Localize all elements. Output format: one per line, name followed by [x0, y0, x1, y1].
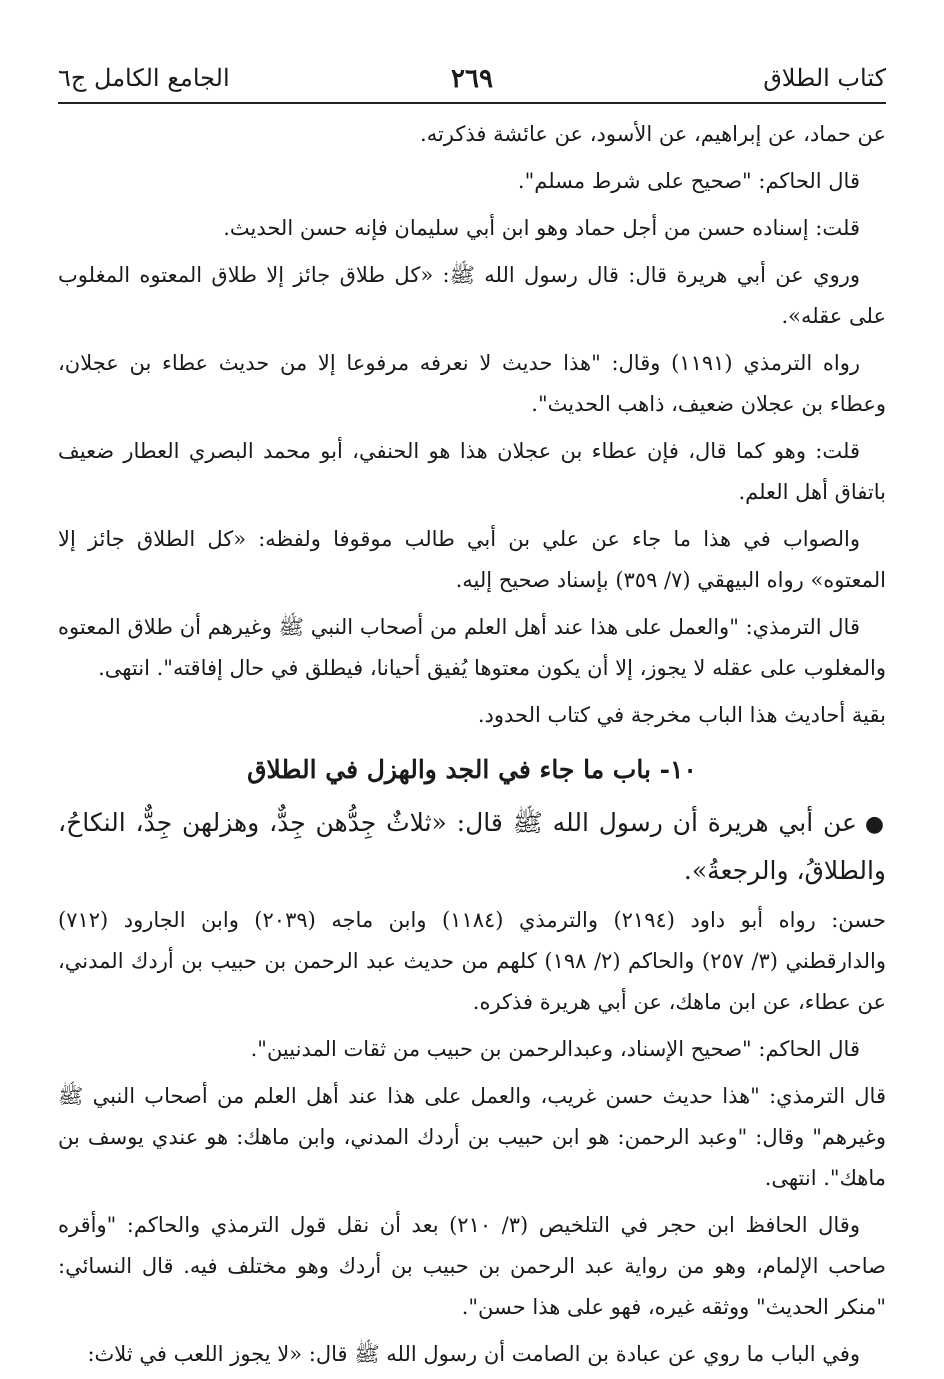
chapter-title: ١٠- باب ما جاء في الجد والهزل في الطلاق [247, 755, 697, 784]
bullet-icon: ● [864, 812, 886, 837]
paragraph-5: رواه الترمذي (١١٩١) وقال: "هذا حديث لا نعرفه مرفوعا إلا من حديث عطاء بن عجلان، وعطاء بن عجلان ضعيف، ذاهب الحديث". [58, 351, 886, 416]
paragraph-1: عن حماد، عن إبراهيم، عن الأسود، عن عائشة فذكرته. [420, 122, 886, 146]
page-body [58, 104, 886, 1375]
book-volume-title: الجامع الكامل ج٦ [58, 64, 230, 92]
book-section-title: كتاب الطلاق [763, 64, 886, 92]
paragraph-11: قال الحاكم: "صحيح الإسناد، وعبدالرحمن بن حبيب من ثقات المدنيين". [250, 1037, 860, 1061]
paragraph-14: وفي الباب ما روي عن عبادة بن الصامت أن رسول الله ﷺ قال: «لا يجوز اللعب في ثلاث: [87, 1342, 860, 1366]
paragraph-8: قال الترمذي: "والعمل على هذا عند أهل العلم من أصحاب النبي ﷺ وغيرهم أن طلاق المعتوه والمغلوب على عقله لا يجوز، إلا أن يكون معتوها يُفيق أحيانا، فيطلق في حال إفاقته". انتهى. [58, 615, 886, 680]
paragraph-12: قال الترمذي: "هذا حديث حسن غريب، والعمل على هذا عند أهل العلم من أصحاب النبي ﷺ وغيرهم" وقال: "وعبد الرحمن: هو ابن حبيب بن أردك المدني، وابن ماهك: هو عندي يوسف بن ماهك". انتهى. [58, 1084, 886, 1190]
paragraph-6: قلت: وهو كما قال، فإن عطاء بن عجلان هذا هو الحنفي، أبو محمد البصري العطار ضعيف باتفاق أهل العلم. [58, 439, 886, 504]
paragraph-7: والصواب في هذا ما جاء عن علي بن أبي طالب موقوفا ولفظه: «كل الطلاق جائز إلا المعتوه» رواه البيهقي (٧/ ٣٥٩) بإسناد صحيح إليه. [58, 527, 886, 592]
paragraph-2: قال الحاكم: "صحيح على شرط مسلم". [517, 169, 860, 193]
running-header [58, 58, 886, 104]
page-number: ٢٦٩ [451, 64, 493, 94]
paragraph-10: حسن: رواه أبو داود (٢١٩٤) والترمذي (١١٨٤) وابن ماجه (٢٠٣٩) وابن الجارود (٧١٢) والدارقطني (٣/ ٢٥٧) والحاكم (٢/ ١٩٨) كلهم من حديث عبد الرحمن بن حبيب بن أردك المدني، عن عطاء، عن ابن ماهك، عن أبي هريرة فذكره. [58, 908, 887, 1014]
paragraph-4: وروي عن أبي هريرة قال: قال رسول الله ﷺ: «كل طلاق جائز إلا طلاق المعتوه المغلوب على عقله». [58, 263, 886, 328]
hadith-text: عن أبي هريرة أن رسول الله ﷺ قال: «ثلاثٌ جِدُّهن جِدٌّ، وهزلهن جِدٌّ، النكاحُ، والطلاقُ، والرجعةُ». [58, 808, 886, 885]
paragraph-13: وقال الحافظ ابن حجر في التلخيص (٣/ ٢١٠) بعد أن نقل قول الترمذي والحاكم: "وأقره صاحب الإلمام، وهو من رواية عبد الرحمن بن حبيب بن أردك وهو مختلف فيه. قال النسائي: "منكر الحديث" ووثقه غيره، فهو على هذا حسن". [58, 1213, 886, 1319]
paragraph-3: قلت: إسناده حسن من أجل حماد وهو ابن أبي سليمان فإنه حسن الحديث. [223, 216, 860, 240]
paragraph-9: بقية أحاديث هذا الباب مخرجة في كتاب الحدود. [477, 703, 886, 727]
hadith-block [58, 800, 886, 894]
